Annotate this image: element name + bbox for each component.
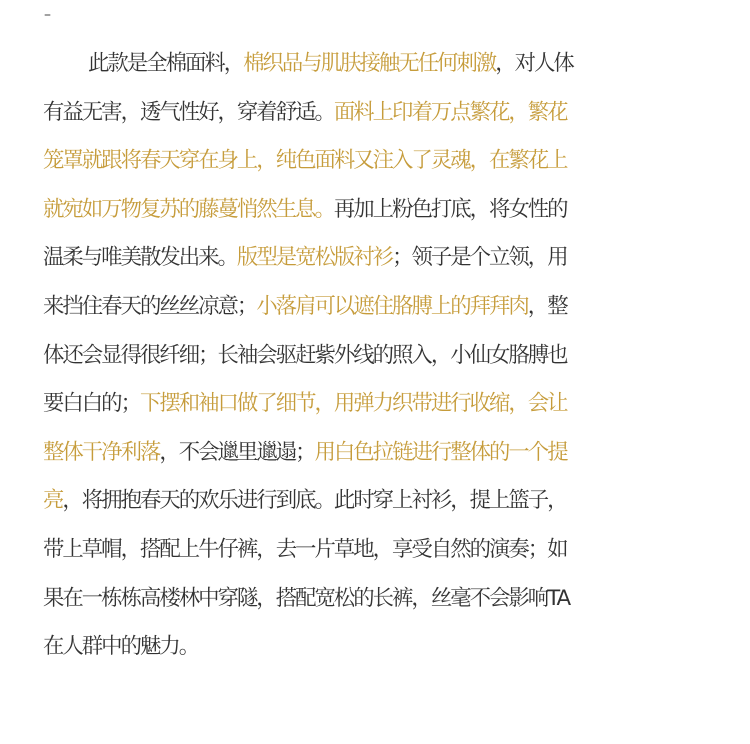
text-line (43, 623, 713, 672)
text-line (43, 137, 713, 186)
top-dash-mark: – (44, 7, 51, 23)
text-line (43, 477, 713, 526)
text-line (43, 234, 713, 283)
body-text: ，不会邋里邋遢； (159, 439, 315, 465)
body-text: 要白白的； (43, 391, 140, 417)
description-paragraph (43, 40, 713, 672)
text-line (43, 332, 713, 381)
body-text: 有益无害，透气性好，穿着舒适。 (43, 99, 334, 125)
highlighted-text: 整体干净利落 (43, 439, 160, 465)
body-text: 果在一栋栋高楼林中穿隧，搭配宽松的长裤，丝毫不会影响TA (43, 585, 570, 611)
text-line (43, 380, 713, 429)
highlighted-text: 面料上印着万点繁花，繁花 (333, 99, 567, 125)
text-line (43, 575, 713, 624)
highlighted-text: 就宛如万物复苏的藤蔓悄然生息。 (43, 196, 334, 222)
highlighted-text: 亮 (43, 488, 63, 514)
highlighted-text: 用白色拉链进行整体的一个提 (314, 439, 567, 465)
highlighted-text: 棉织品与肌肤接触无任何刺激 (243, 51, 496, 76)
text-line (43, 89, 713, 138)
body-text: 体还会显得很纤细；长袖会驱赶紫外线的照入，小仙女胳膊也 (43, 342, 567, 368)
body-text: 温柔与唯美散发出来。 (43, 245, 237, 271)
text-line (43, 526, 713, 575)
highlighted-text: 版型是宽松版衬衫 (236, 245, 393, 271)
highlighted-text: 笼罩就跟将春天穿在身上，纯色面料又注入了灵魂，在繁花上 (43, 148, 567, 174)
text-line (43, 429, 713, 478)
highlighted-text: 下摆和袖口做了细节，用弹力织带进行收缩，会让 (139, 391, 567, 417)
text-line (43, 283, 713, 332)
body-text: ，对人体 (495, 51, 573, 76)
body-text: 在人群中的魅力。 (43, 634, 199, 660)
text-line (43, 40, 713, 89)
body-text: ，整 (527, 293, 567, 319)
body-text: 此款是全棉面料， (88, 51, 244, 76)
body-text: 再加上粉色打底，将女性的 (333, 196, 567, 222)
body-text: ；领子是个立领，用 (392, 245, 567, 271)
body-text: 来挡住春天的丝丝凉意； (43, 293, 257, 319)
text-line (43, 186, 713, 235)
body-text: ，将拥抱春天的欢乐进行到底。此时穿上衬衫，提上篮子， (62, 488, 567, 514)
highlighted-text: 小落肩可以遮住胳膊上的拜拜肉 (256, 293, 528, 319)
body-text: 带上草帽，搭配上牛仔裤，去一片草地，享受自然的演奏；如 (43, 536, 567, 562)
